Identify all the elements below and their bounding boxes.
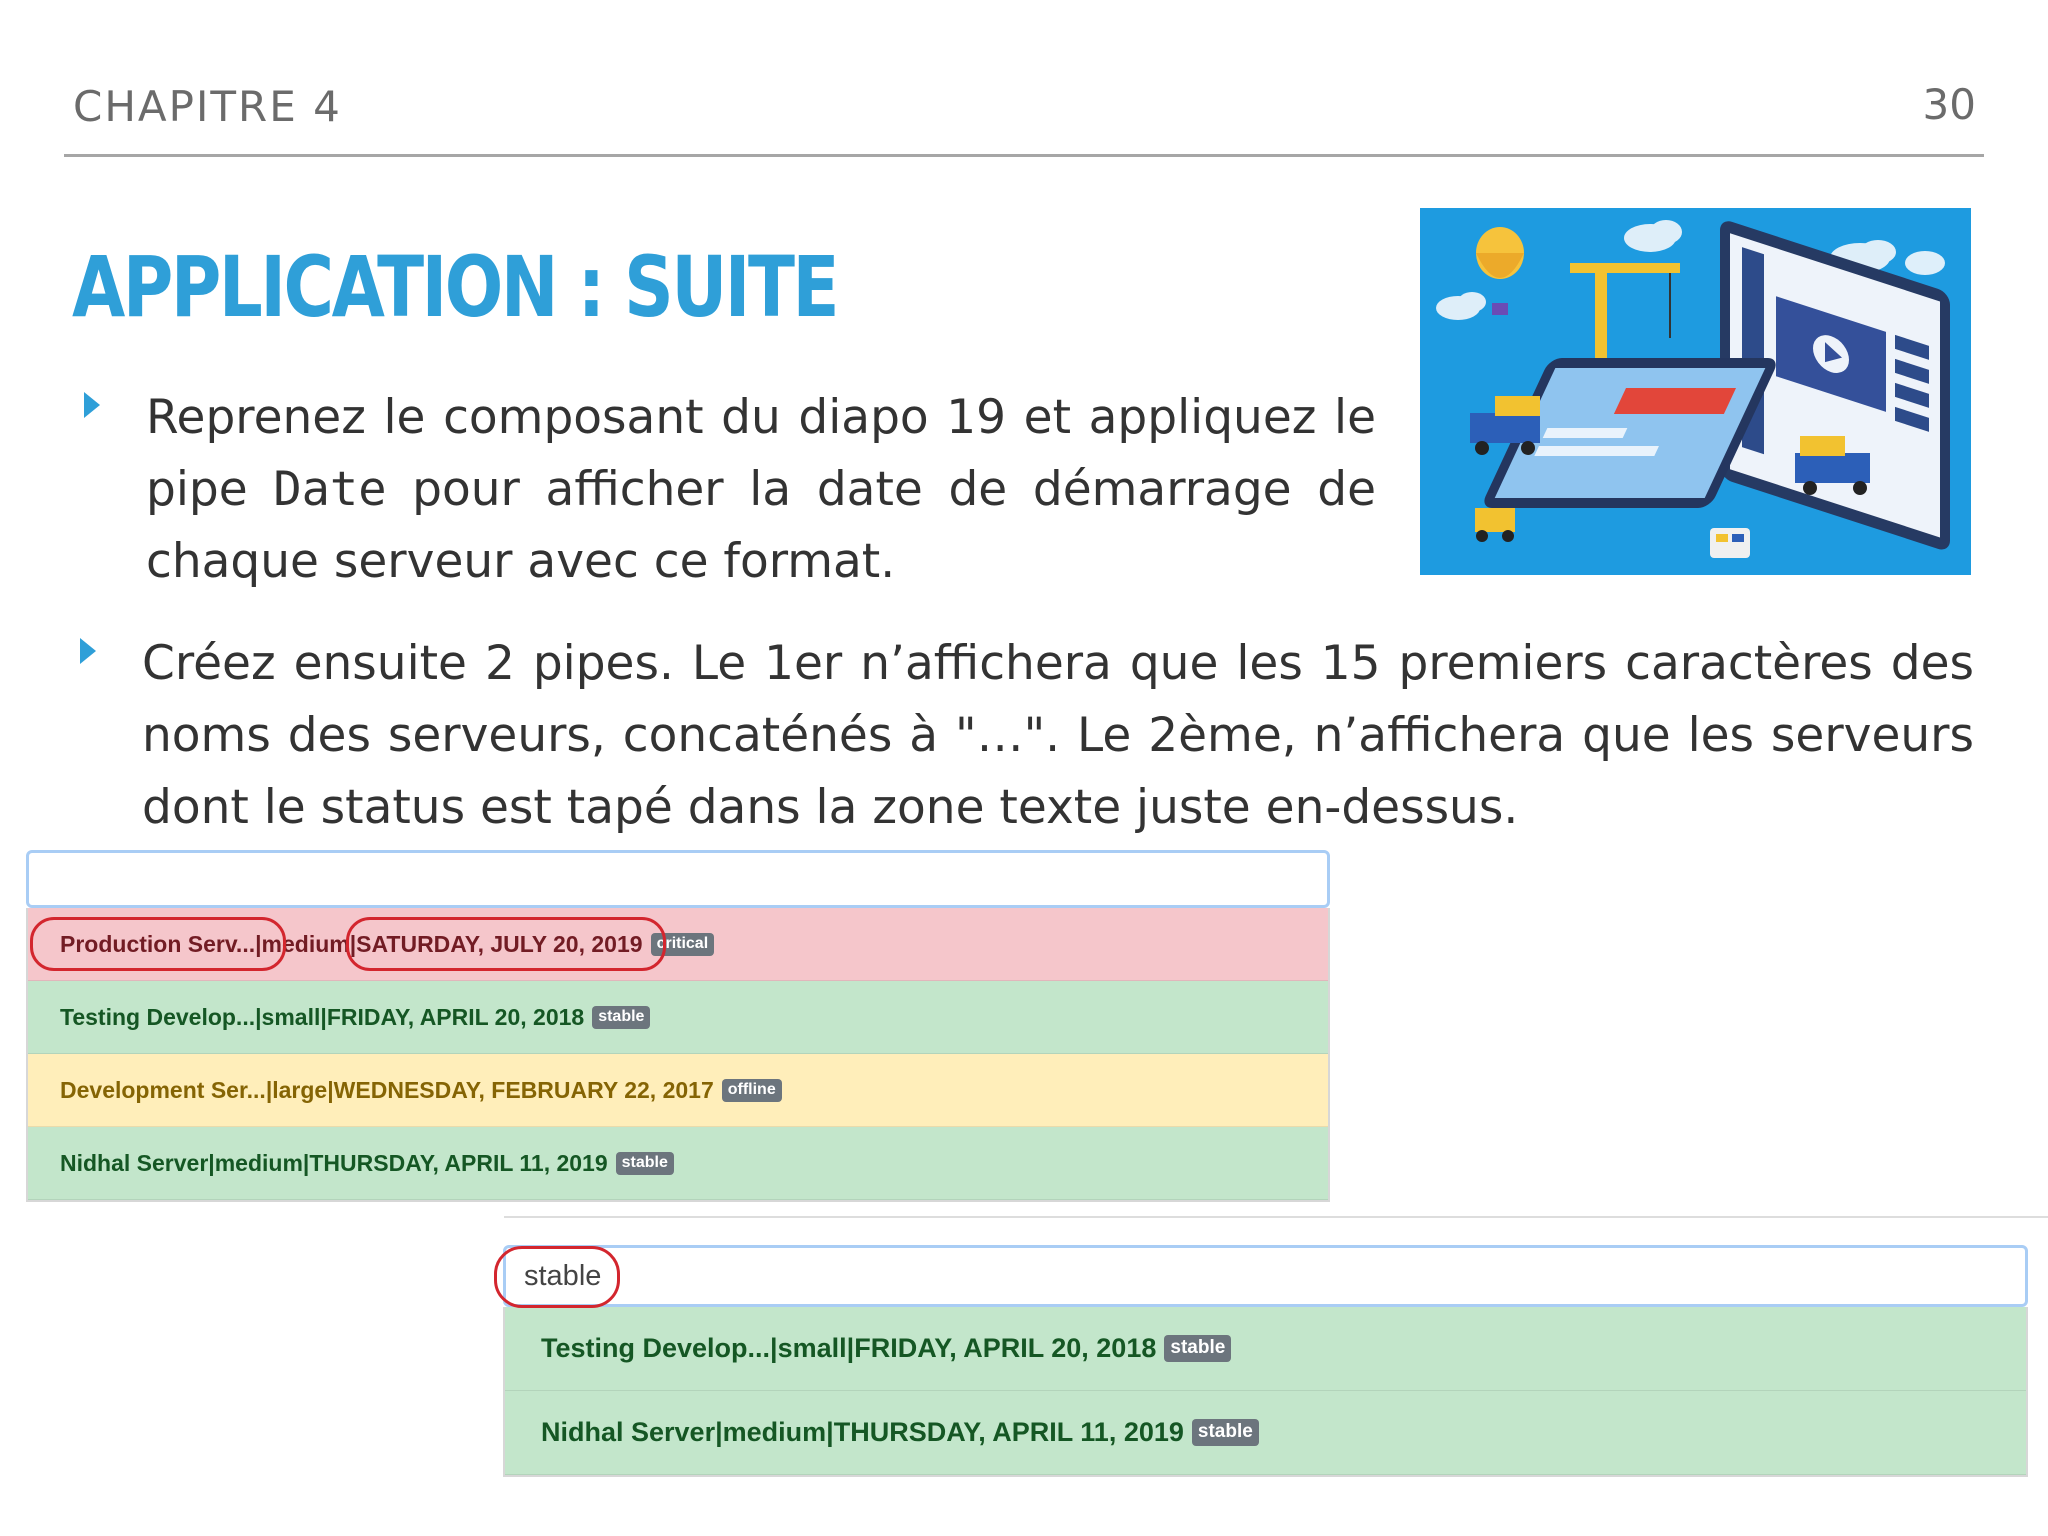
server-list [503,1307,2028,1477]
server-row: Development Ser... | large | WEDNESDAY, FEBRUARY 22, 2017 offline [28,1054,1328,1127]
status-badge: stable [616,1152,674,1175]
status-badge: critical [651,933,715,956]
server-list [26,908,1330,1202]
status-badge: stable [592,1006,650,1029]
status-badge: stable [1164,1335,1231,1362]
server-size: large [272,1076,328,1103]
server-date: WEDNESDAY, FEBRUARY 22, 2017 [333,1076,714,1103]
server-name: Nidhal Server [541,1417,716,1447]
server-name: Testing Develop... [541,1333,771,1363]
server-date: THURSDAY, APRIL 11, 2019 [309,1149,608,1176]
server-size: medium [261,930,350,957]
server-name: Production Serv... [60,931,255,958]
server-date: FRIDAY, APRIL 20, 2018 [326,1003,585,1030]
slide-title: APPLICATION : SUITE [72,238,838,336]
page-number: 30 [1922,80,1976,129]
status-filter-input[interactable] [26,850,1330,908]
server-name: Development Ser... [60,1076,266,1103]
server-size: medium [722,1417,827,1447]
server-date: THURSDAY, APRIL 11, 2019 [833,1417,1184,1447]
chapter-label: CHAPITRE 4 [73,82,342,131]
server-size: small [777,1333,847,1363]
server-date: SATURDAY, JULY 20, 2019 [356,931,642,958]
status-badge: offline [722,1079,782,1102]
server-row: Testing Develop... | small | FRIDAY, APRIL 20, 2018 stable [505,1307,2026,1391]
bullet-2-text: Créez ensuite 2 pipes. Le 1er n’affichera que les 15 premiers caractères des noms des serveurs, concaténés à "…". Le 2ème, n’affichera que les serveurs dont le status est tapé dans la zone texte juste en-dessus. [142,636,1974,835]
status-filter-input[interactable]: stable [503,1245,2028,1307]
bullet-arrow-icon [80,638,96,664]
server-size: medium [214,1149,303,1176]
server-list-screenshot [26,850,1330,1202]
app-development-illustration [1420,208,1971,575]
filtered-server-list-screenshot [503,1245,2028,1477]
server-size: small [261,1003,321,1030]
bullet-arrow-icon [84,392,100,418]
server-row: Production Serv... | medium | SATURDAY, JULY 20, 2019 critical [28,908,1328,981]
separator-line [504,1216,2048,1218]
server-name: Nidhal Server [60,1149,209,1176]
server-row: Nidhal Server | medium | THURSDAY, APRIL 11, 2019 stable [28,1127,1328,1200]
server-row: Nidhal Server | medium | THURSDAY, APRIL 11, 2019 stable [505,1391,2026,1475]
bullet-2 [142,628,1974,844]
bullet-1-text-a: Reprenez le composant du diapo 19 et appliquez le pipe [146,390,1376,517]
bullet-1-text-b: pour afficher la date de démarrage de chaque serveur avec ce format. [146,462,1376,589]
server-name: Testing Develop... [60,1003,256,1030]
bullet-1 [146,382,1376,598]
bullet-1-code: Date [273,462,387,517]
header-divider [64,154,1984,157]
server-date: FRIDAY, APRIL 20, 2018 [854,1333,1157,1363]
server-row: Testing Develop... | small | FRIDAY, APRIL 20, 2018 stable [28,981,1328,1054]
status-badge: stable [1192,1419,1259,1446]
